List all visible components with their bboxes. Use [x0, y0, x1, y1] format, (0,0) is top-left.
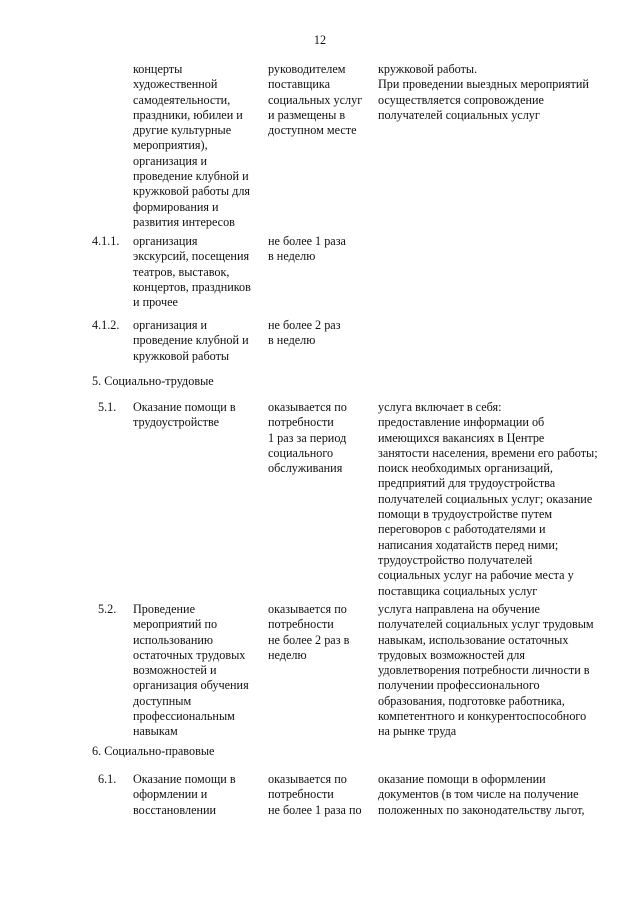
service-frequency-line: не более 1 раза по — [268, 802, 362, 817]
service-name-line: концертов, праздников — [133, 279, 251, 294]
service-description-line: получателей социальных услуг — [378, 107, 540, 122]
service-description-line: При проведении выездных мероприятий — [378, 77, 589, 92]
service-description-line: удовлетворения потребности личности в — [378, 663, 590, 678]
service-description-line: оказание помощи в оформлении — [378, 772, 546, 786]
service-frequency-line: руководителем — [268, 62, 346, 76]
service-frequency-line: обслуживания — [268, 461, 343, 476]
service-name-line: восстановлении — [133, 802, 217, 817]
row-number: 5.2. — [98, 602, 117, 616]
service-description-line: кружковой работы. — [378, 62, 478, 76]
service-name-line: самодеятельности, — [133, 92, 231, 107]
service-description — [378, 400, 618, 599]
service-frequency-line: социального — [268, 445, 334, 460]
service-name-line: организация обучения — [133, 678, 249, 693]
service-description-line: написания ходатайств перед ними; — [378, 537, 559, 552]
service-name-line: формирования и — [133, 199, 219, 214]
service-description-line: услуга направлена на обучение — [378, 602, 540, 616]
service-frequency-line: доступном месте — [268, 123, 357, 138]
service-name-line: трудоустройстве — [133, 415, 220, 430]
page-number: 12 — [313, 33, 327, 47]
service-description-line: предприятий для трудоустройства — [378, 476, 556, 491]
service-name — [133, 772, 263, 818]
service-description-line: трудовых возможностей для — [378, 647, 525, 662]
service-description — [378, 602, 618, 740]
service-frequency-line: потребности — [268, 617, 334, 632]
service-frequency — [268, 62, 372, 138]
service-name — [133, 62, 263, 230]
service-description-line: документов (в том числе на получение — [378, 787, 579, 802]
service-name-line: другие культурные — [133, 123, 232, 138]
service-name-line: художественной — [133, 77, 218, 92]
service-description-line: поиск необходимых организаций, — [378, 461, 553, 476]
service-description-line: получателей социальных услуг трудовым — [378, 617, 594, 632]
service-description-line: занятости населения, времени его работы; — [378, 445, 598, 460]
service-name-line: театров, выставок, — [133, 264, 230, 279]
service-name — [133, 602, 263, 740]
service-name-line: Оказание помощи в — [133, 772, 236, 786]
service-frequency-line: в неделю — [268, 249, 316, 264]
service-frequency-line: социальных услуг — [268, 92, 363, 107]
service-name — [133, 318, 263, 364]
service-name-line: Оказание помощи в — [133, 400, 236, 414]
service-frequency-line: и размещены в — [268, 107, 346, 122]
service-frequency-line: оказывается по — [268, 602, 347, 616]
service-description-line: получателей социальных услуг; оказание — [378, 491, 593, 506]
service-name — [133, 234, 263, 310]
service-frequency-line: оказывается по — [268, 772, 347, 786]
service-description-line: предоставление информации об — [378, 415, 545, 430]
service-description-line: получении профессионального — [378, 678, 540, 693]
service-frequency — [268, 772, 372, 818]
service-description-line: услуга включает в себя: — [378, 400, 502, 414]
service-name-line: остаточных трудовых — [133, 647, 246, 662]
service-frequency-line: неделю — [268, 647, 307, 662]
service-description-line: на рынке труда — [378, 724, 457, 739]
service-name-line: навыкам — [133, 724, 178, 739]
service-description-line: трудоустройство получателей — [378, 552, 533, 567]
service-name-line: праздники, юбилеи и — [133, 107, 243, 122]
service-description-line: образования, подготовке работника, — [378, 693, 565, 708]
service-name-line: экскурсий, посещения — [133, 249, 250, 264]
section-heading: 5. Социально-трудовые — [92, 374, 214, 388]
row-number: 4.1.1. — [92, 234, 120, 248]
service-frequency-line: не более 1 раза — [268, 234, 346, 248]
service-frequency-line: поставщика — [268, 77, 331, 92]
service-description-line: положенных по законодательству льгот, — [378, 802, 585, 817]
service-name-line: использованию — [133, 632, 214, 647]
service-name-line: организация и — [133, 153, 208, 168]
service-frequency-line: оказывается по — [268, 400, 347, 414]
service-name-line: кружковой работы для — [133, 184, 251, 199]
service-frequency-line: не более 2 раз — [268, 318, 341, 332]
service-name-line: развития интересов — [133, 214, 235, 229]
service-name-line: возможностей и — [133, 663, 217, 678]
service-name-line: мероприятия), — [133, 138, 208, 153]
service-description-line: помощи в трудоустройстве путем — [378, 507, 553, 522]
service-description-line: осуществляется сопровождение — [378, 92, 544, 107]
service-description-line: имеющихся вакансиях в Центре — [378, 430, 545, 445]
service-name-line: мероприятий по — [133, 617, 218, 632]
service-description-line: навыкам, использование остаточных — [378, 632, 569, 647]
service-frequency — [268, 602, 372, 663]
service-name — [133, 400, 263, 431]
service-name-line: организация и — [133, 318, 208, 332]
service-description — [378, 772, 618, 818]
service-name-line: кружковой работы — [133, 348, 230, 363]
service-name-line: и прочее — [133, 295, 178, 310]
service-description-line: переговоров с работодателями и — [378, 522, 546, 537]
row-number: 5.1. — [98, 400, 117, 414]
service-frequency — [268, 234, 372, 265]
row-number: 4.1.2. — [92, 318, 120, 332]
service-name-line: доступным — [133, 693, 192, 708]
service-name-line: концерты — [133, 62, 183, 76]
service-frequency — [268, 400, 372, 476]
service-frequency-line: потребности — [268, 415, 334, 430]
row-number: 6.1. — [98, 772, 117, 786]
service-name-line: оформлении и — [133, 787, 208, 802]
section-heading: 6. Социально-правовые — [92, 744, 215, 758]
service-name-line: профессиональным — [133, 709, 235, 724]
service-frequency-line: в неделю — [268, 333, 316, 348]
service-description — [378, 62, 618, 123]
service-description-line: компетентного и конкурентоспособного — [378, 709, 587, 724]
service-name-line: проведение клубной и — [133, 169, 249, 184]
service-frequency — [268, 318, 372, 349]
service-name-line: организация — [133, 234, 198, 248]
service-name-line: проведение клубной и — [133, 333, 249, 348]
service-description-line: социальных услуг на рабочие места у — [378, 568, 574, 583]
service-description-line: поставщика социальных услуг — [378, 583, 538, 598]
service-frequency-line: 1 раз за период — [268, 430, 347, 445]
service-name-line: Проведение — [133, 602, 195, 616]
service-frequency-line: не более 2 раз в — [268, 632, 350, 647]
service-frequency-line: потребности — [268, 787, 334, 802]
